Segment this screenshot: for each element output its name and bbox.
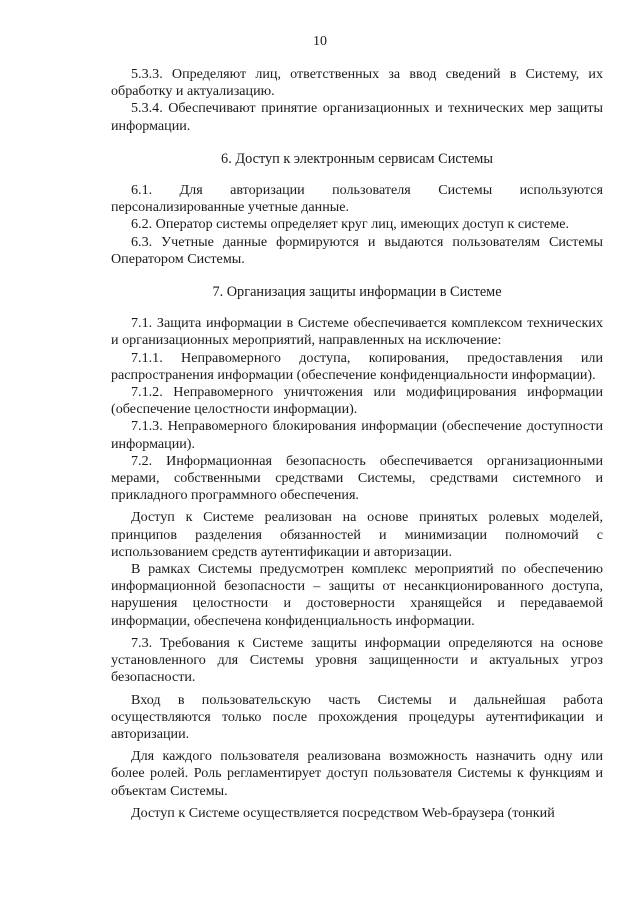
paragraph-5-3-3: 5.3.3. Определяют лиц, ответственных за ввод сведений в Систему, их обработку и актуализацию. [111, 66, 603, 100]
paragraph-web-access: Доступ к Системе осуществляется посредством Web-браузера (тонкий [131, 804, 555, 821]
paragraph-7-1-3: 7.1.3. Неправомерного блокирования информации (обеспечение доступности информации). [111, 418, 603, 452]
paragraph-access-roles: Доступ к Системе реализован на основе принятых ролевых моделей, принципов разделения обязанностей и минимизации полномочий с использованием средств аутентификации и авторизации. [111, 509, 603, 560]
paragraph-6-3: 6.3. Учетные данные формируются и выдаются пользователям Системы Оператором Системы. [111, 233, 603, 267]
paragraph-5-3-4: 5.3.4. Обеспечивают принятие организационных и технических мер защиты информации. [111, 100, 603, 134]
page-number: 10 [313, 34, 327, 49]
paragraph-login: Вход в пользовательскую часть Системы и дальнейшая работа осуществляются только после прохождения процедуры аутентификации и авторизации. [111, 691, 603, 742]
paragraph-6-2: 6.2. Оператор системы определяет круг лиц, имеющих доступ к системе. [131, 216, 570, 233]
paragraph-7-2: 7.2. Информационная безопасность обеспечивается организационными мерами, собственными средствами Системы, средствами системного и прикладного программного обеспечения. [111, 452, 603, 504]
document-body [111, 66, 603, 822]
section-6-heading: 6. Доступ к электронным сервисам Системы [221, 150, 493, 167]
paragraph-roles: Для каждого пользователя реализована возможность назначить одну или более ролей. Роль регламентирует доступ пользователя Системы к функциям и объектам Системы. [111, 748, 603, 799]
paragraph-7-3: 7.3. Требования к Системе защиты информации определяются на основе установленного для Системы уровня защищенности и актуальных угроз безопасности. [111, 634, 603, 686]
paragraph-6-1: 6.1. Для авторизации пользователя Системы используются персонализированные учетные данные. [111, 182, 603, 216]
paragraph-7-1: 7.1. Защита информации в Системе обеспечивается комплексом технических и организационных мероприятий, направленных на исключение: [111, 315, 603, 349]
paragraph-7-1-1: 7.1.1. Неправомерного доступа, копирования, предоставления или распространения информации (обеспечение конфиденциальности информации). [111, 349, 603, 383]
paragraph-7-1-2: 7.1.2. Неправомерного уничтожения или модифицирования информации (обеспечение целостности информации). [111, 384, 603, 418]
paragraph-security-measures: В рамках Системы предусмотрен комплекс мероприятий по обеспечению информационной безопасности – защиты от несанкционированного доступа, нарушения целостности и достоверности хранящейся и передаваемой информации, обеспечена конфиденциальность информации. [111, 561, 603, 629]
section-7-heading: 7. Организация защиты информации в Системе [212, 284, 502, 301]
